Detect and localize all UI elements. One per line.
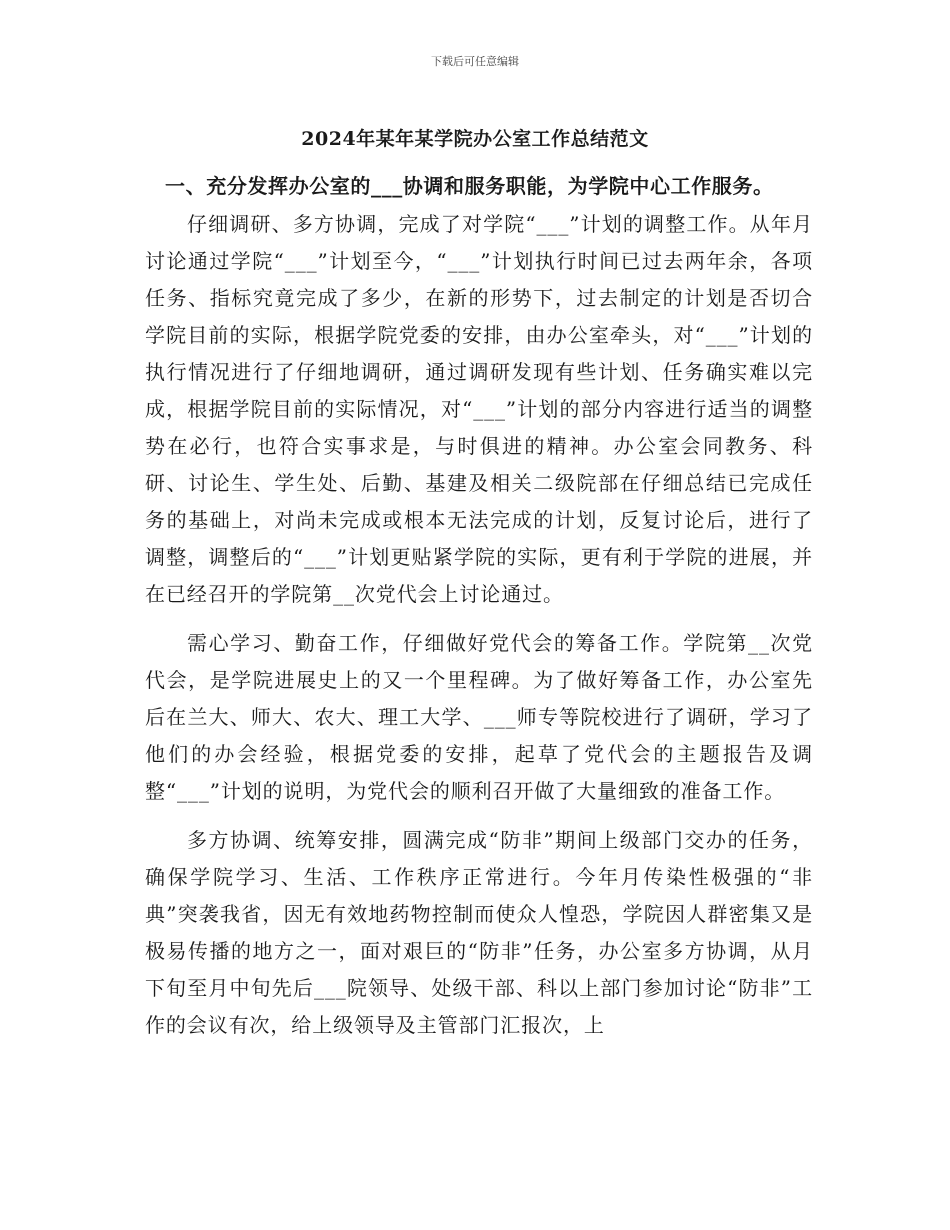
- section-heading: 一、充分发挥办公室的___协调和服务职能，为学院中心工作服务。: [165, 174, 774, 198]
- paragraph-1: 仔细调研、多方协调，完成了对学院“___”计划的调整工作。从年月讨论通过学院“___”计划至今，“___”计划执行时间已过去两年余，各项任务、指标究竟完成了多少，在新的形势下，过去制定的计划是否切合学院目前的实际，根据学院党委的安排，由办公室牵头，对“___”计划的执行情况进行了仔细地调研，通过调研发现有些计划、任务确实难以完成，根据学院目前的实际情况，对“___”计划的部分内容进行适当的调整势在必行，也符合实事求是，与时俱进的精神。办公室会同教务、科研、讨论生、学生处、后勤、基建及相关二级院部在仔细总结已完成任务的基础上，对尚未完成或根本无法完成的计划，反复讨论后，进行了调整，调整后的“___”计划更贴紧学院的实际，更有利于学院的进展，并在已经召开的学院第__次党代会上讨论通过。: [145, 212, 813, 606]
- document-title: 2024年某年某学院办公室工作总结范文: [301, 128, 649, 150]
- paragraph-3: 多方协调、统筹安排，圆满完成“防非”期间上级部门交办的任务，确保学院学习、生活、工作秩序正常进行。今年月传染性极强的“非典”突袭我省，因无有效地药物控制而使众人惶恐，学院因人群密集又是极易传播的地方之一，面对艰巨的“防非”任务，办公室多方协调，从月下旬至月中旬先后___院领导、处级干部、科以上部门参加讨论“防非”工作的会议有次，给上级领导及主管部门汇报次，上: [145, 828, 813, 1037]
- document-body: [145, 168, 813, 1056]
- header-note: 下载后可任意编辑: [431, 55, 519, 68]
- paragraph-2: 需心学习、勤奋工作，仔细做好党代会的筹备工作。学院第__次党代会，是学院进展史上的又一个里程碑。为了做好筹备工作，办公室先后在兰大、师大、农大、理工大学、___师专等院校进行了调研，学习了他们的办会经验，根据党委的安排，起草了党代会的主题报告及调整“___”计划的说明，为党代会的顺利召开做了大量细致的准备工作。: [145, 631, 813, 803]
